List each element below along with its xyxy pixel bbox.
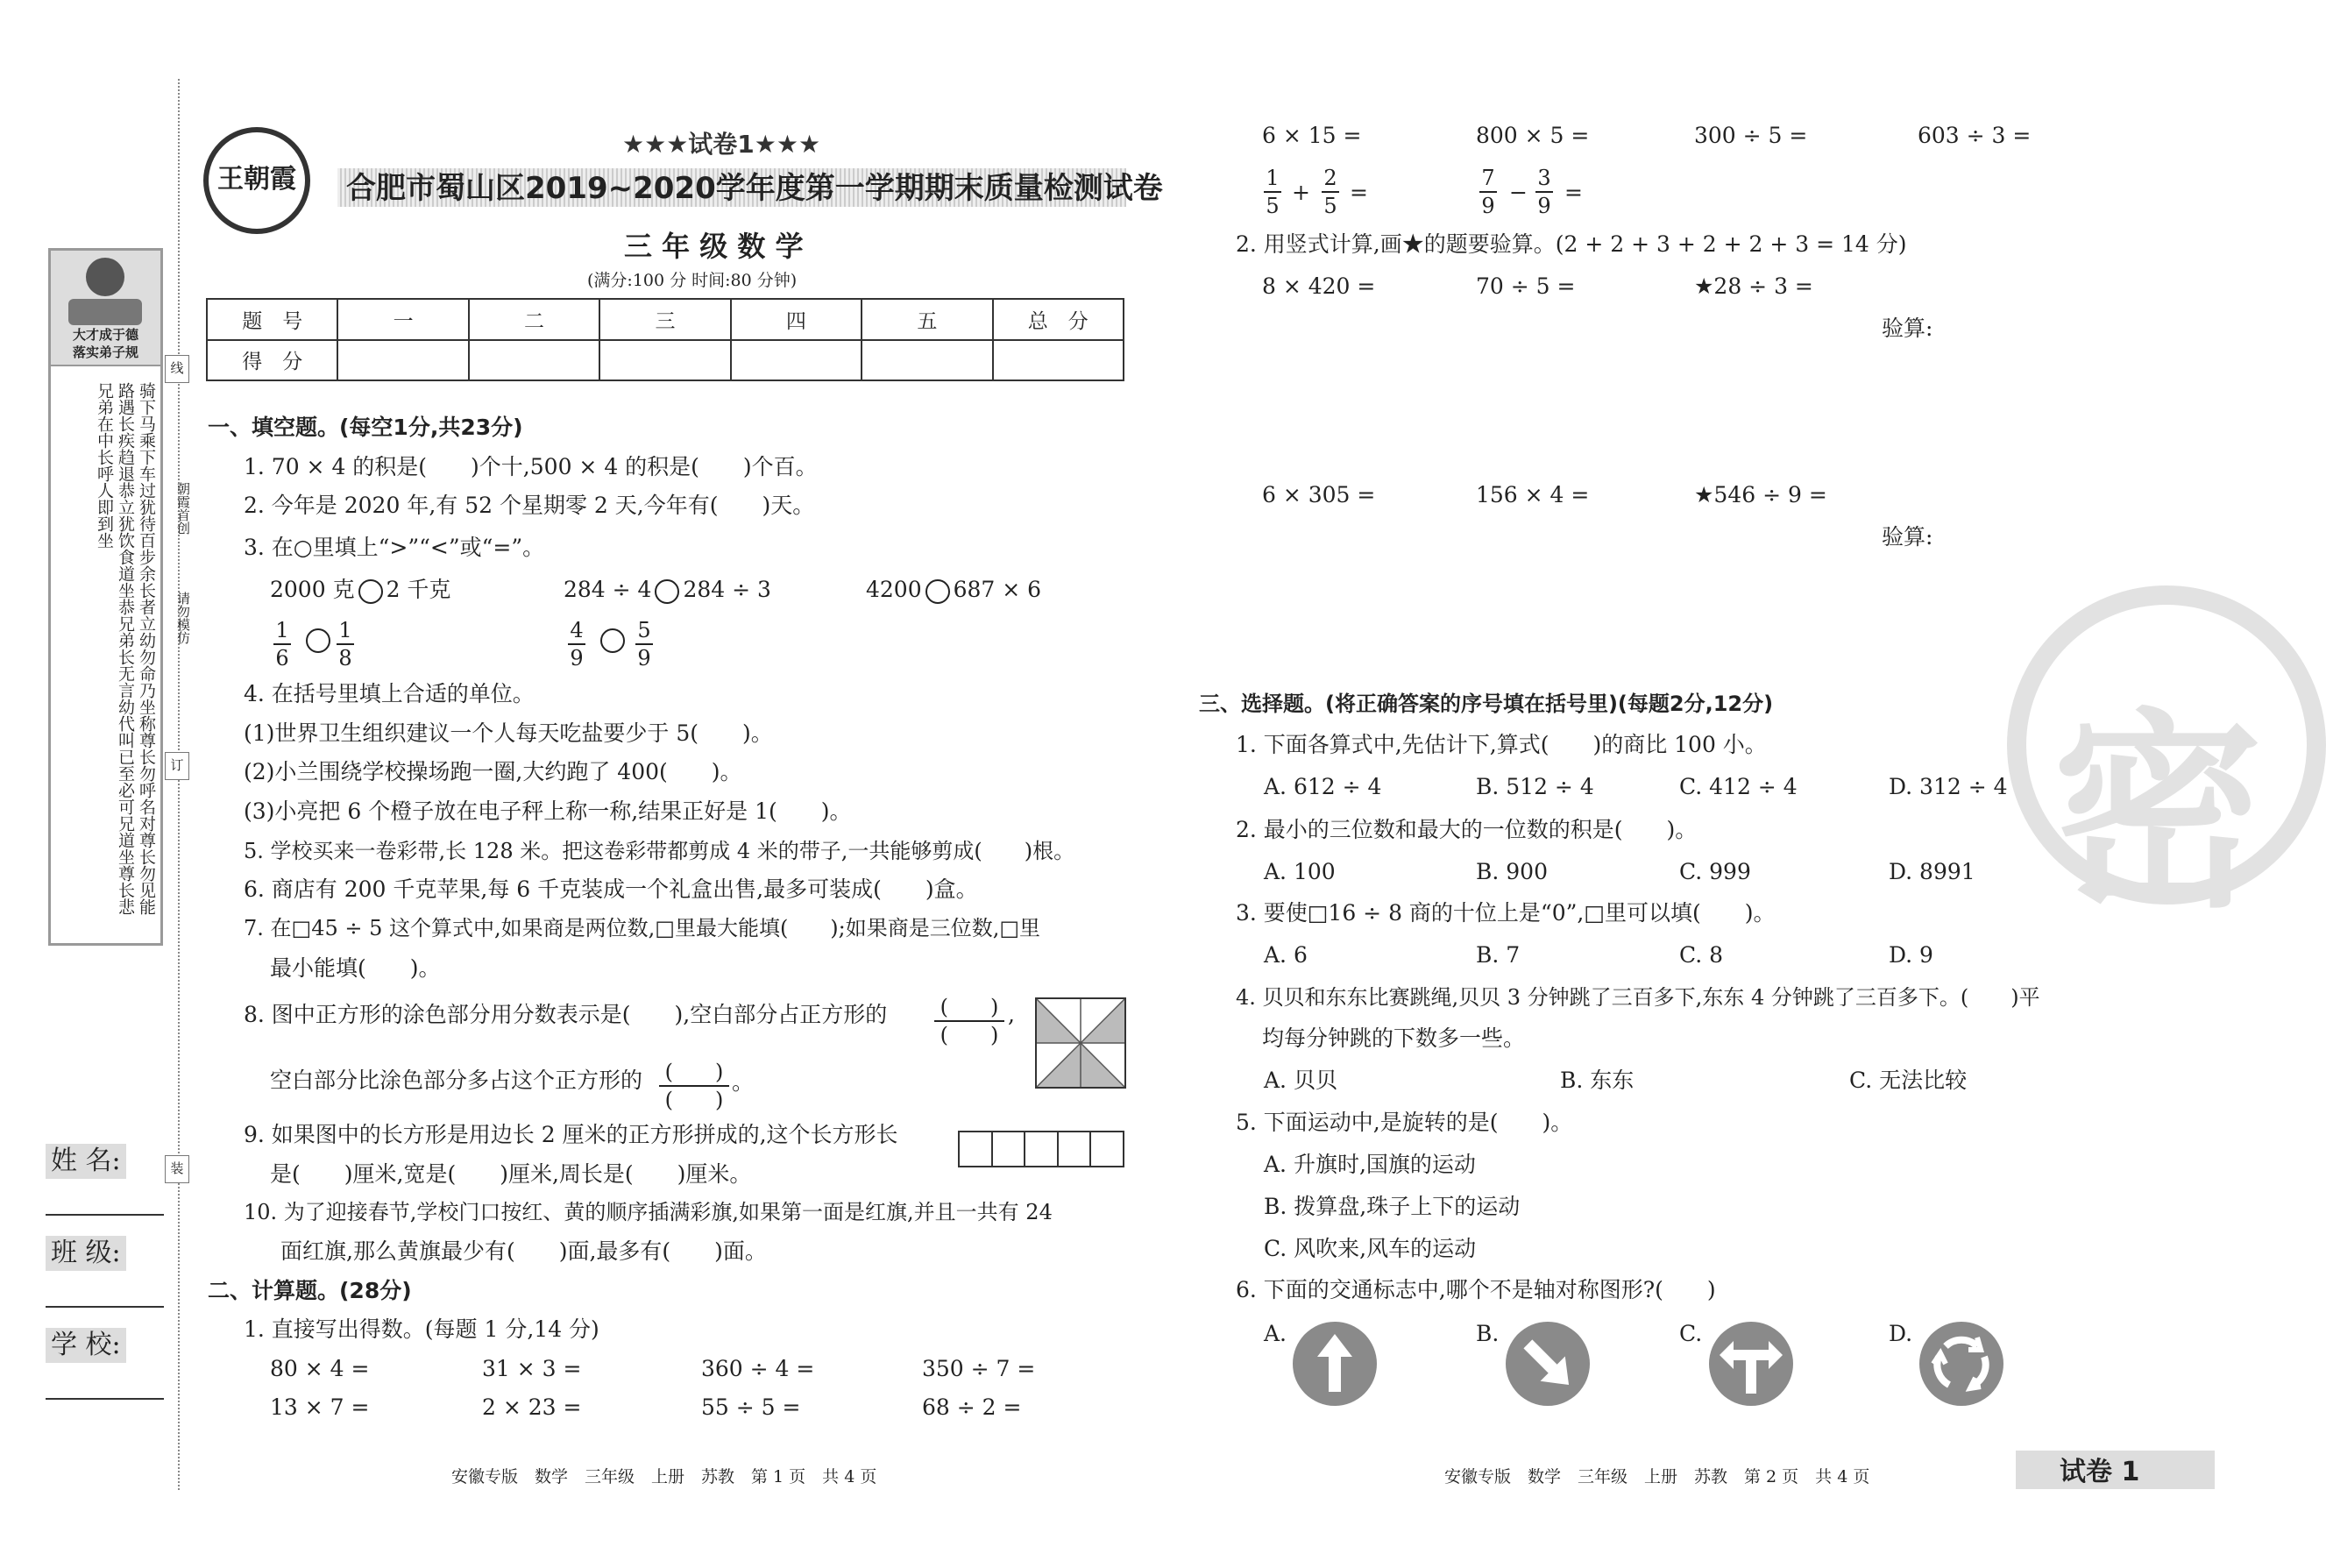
left-footer: 安徽专版 数学 三年级 上册 苏教 第 1 页 共 4 页 (451, 1467, 877, 1486)
brand-logo: 王朝霞 (203, 127, 310, 234)
score-cell[interactable] (337, 340, 468, 381)
q3: 3. 在○里填上“>”“<”或“=”。 (244, 535, 545, 560)
compare-circle[interactable] (358, 579, 383, 604)
compare-circle[interactable] (600, 628, 625, 653)
q8-line2: 空白部分比涂色部分多占这个正方形的 (270, 1068, 643, 1093)
calc-item: 6 × 15 = (1262, 123, 1362, 148)
calc-item: 800 × 5 = (1476, 123, 1590, 148)
q3-item-b: 284 ÷ 4 284 ÷ 3 (564, 577, 771, 602)
mc-option[interactable]: B. (1476, 1321, 1500, 1346)
mc-option[interactable]: A. 612 ÷ 4 (1264, 774, 1382, 799)
fraction: 3 9 (1535, 167, 1553, 217)
calc-item: 31 × 3 = (482, 1356, 582, 1381)
compare-circle[interactable] (306, 628, 330, 653)
score-header: 五 (862, 299, 992, 340)
paper-corner-label: 试卷 1 (2060, 1457, 2140, 1487)
score-header: 一 (337, 299, 468, 340)
fraction: 1 8 (337, 619, 354, 670)
mc-option[interactable]: B. 900 (1476, 859, 1548, 884)
check-label: 验算: (1882, 524, 1933, 550)
mc-option[interactable]: A. (1264, 1321, 1287, 1346)
q2: 2. 今年是 2020 年,有 52 个星期零 2 天,今年有( )天。 (244, 493, 815, 518)
q3-item-a: 2000 克 2 千克 (270, 577, 451, 602)
fraction: 4 9 (568, 619, 585, 670)
side-mark-order: 订 (165, 752, 189, 780)
q8-line1: 8. 图中正方形的涂色部分用分数表示是( ),空白部分占正方形的 (244, 1002, 888, 1027)
side-mark-no-copy: 请勿模仿 (175, 592, 191, 644)
score-cell[interactable] (731, 340, 862, 381)
calc-item: ★546 ÷ 9 = (1694, 482, 1827, 507)
calc-item: 2 × 23 = (482, 1394, 582, 1420)
q4-c: (3)小亮把 6 个橙子放在电子秤上称一称,结果正好是 1( )。 (244, 798, 852, 824)
q7-line1: 7. 在□45 ÷ 5 这个算式中,如果商是两位数,□里最大能填( );如果商是三位数,□里 (244, 916, 1041, 940)
name-label: 姓 名: (46, 1144, 126, 1179)
mc-option[interactable]: D. 8991 (1889, 859, 1975, 884)
calc-item: 300 ÷ 5 = (1694, 123, 1808, 148)
calc-item: 8 × 420 = (1262, 273, 1376, 299)
q4-b: (2)小兰围绕学校操场跑一圈,大约跑了 400( )。 (244, 759, 742, 784)
mc-5: 5. 下面运动中,是旋转的是( )。 (1236, 1110, 1573, 1135)
score-cell[interactable] (599, 340, 730, 381)
paper-tag: ★★★试卷1★★★ (622, 130, 821, 159)
mc-option[interactable]: B. 512 ÷ 4 (1476, 774, 1594, 799)
score-header: 二 (469, 299, 599, 340)
shaded-square-figure (1035, 997, 1126, 1089)
section-3-title: 三、选择题。(将正确答案的序号填在括号里)(每题2分,12分) (1199, 692, 1774, 716)
mc-option[interactable]: C. 无法比较 (1849, 1068, 1968, 1093)
mc-3: 3. 要使□16 ÷ 8 商的十位上是“0”,□里可以填( )。 (1236, 900, 1776, 926)
section-2-title: 二、计算题。(28分) (208, 1278, 412, 1303)
roundabout-sign-icon (1919, 1322, 2003, 1406)
score-cell[interactable] (993, 340, 1124, 381)
mc-option[interactable]: B. 拨算盘,珠子上下的运动 (1264, 1194, 1521, 1219)
q7-line2: 最小能填( )。 (270, 955, 441, 981)
sidebar-text: 骑下马乘下车过犹待百步余长者立幼勿命乃坐称尊长勿呼名对尊长勿见能路遇长疾趋退恭立犹饮食道坐恭兄弟长无言幼代叫已至必可兄道坐尊长悲兄弟在中长呼人即到坐 (95, 382, 156, 915)
score-cell[interactable] (862, 340, 992, 381)
q10-line2: 面红旗,那么黄旗最少有( )面,最多有( )面。 (280, 1238, 767, 1264)
score-table (206, 298, 1124, 381)
name-field[interactable] (46, 1214, 164, 1216)
mc-4-line1: 4. 贝贝和东东比赛跳绳,贝贝 3 分钟跳了三百多下,东东 4 分钟跳了三百多下。( )平 (1236, 985, 2040, 1010)
subject-title: 三 年 级 数 学 (624, 230, 804, 263)
class-label: 班 级: (46, 1236, 126, 1271)
confidential-seal: 密 (2007, 585, 2326, 905)
arrow-up-sign-icon (1293, 1322, 1377, 1406)
calc-item: 360 ÷ 4 = (701, 1356, 815, 1381)
child-reading-icon (86, 258, 124, 296)
score-header: 题 号 (207, 299, 337, 340)
q5: 5. 学校买来一卷彩带,长 128 米。把这卷彩带都剪成 4 米的带子,一共能够剪成( )根。 (244, 839, 1075, 863)
side-mark-line: 线 (165, 355, 189, 383)
mc-option[interactable]: C. 999 (1679, 859, 1751, 884)
sidebar-motto-1: 大才成于德 (72, 327, 138, 343)
score-cell[interactable] (469, 340, 599, 381)
calc-2-title: 2. 用竖式计算,画★的题要验算。(2 + 2 + 3 + 2 + 2 + 3 = 14 分) (1236, 231, 1907, 257)
q4: 4. 在括号里填上合适的单位。 (244, 681, 535, 706)
fraction-blank[interactable]: ( ) ( ) (659, 1061, 729, 1111)
calc-1-title: 1. 直接写出得数。(每题 1 分,14 分) (244, 1316, 599, 1342)
score-row-label: 得 分 (207, 340, 337, 381)
score-header: 三 (599, 299, 730, 340)
side-mark-original: 朝霞首创 (175, 482, 191, 535)
q9-line1: 9. 如果图中的长方形是用边长 2 厘米的正方形拼成的,这个长方形长 (244, 1122, 898, 1147)
fraction: 7 9 (1479, 167, 1497, 217)
exam-title: 合肥市蜀山区2019~2020学年度第一学期期末质量检测试卷 (346, 171, 1163, 206)
q9-line2: 是( )厘米,宽是( )厘米,周长是( )厘米。 (270, 1161, 752, 1187)
mc-option[interactable]: C. 8 (1679, 942, 1724, 968)
mc-option[interactable]: D. (1889, 1321, 1913, 1346)
exam-meta: (满分:100 分 时间:80 分钟) (587, 271, 798, 290)
calc-item: 13 × 7 = (270, 1394, 370, 1420)
mc-6: 6. 下面的交通标志中,哪个不是轴对称图形?( ) (1236, 1277, 1716, 1302)
sidebar-strip (48, 248, 163, 946)
check-label: 验算: (1882, 316, 1933, 341)
mc-option[interactable]: A. 100 (1264, 859, 1336, 884)
calc-item: 70 ÷ 5 = (1476, 273, 1576, 299)
sidebar-illustration (51, 251, 160, 366)
mc-option[interactable]: D. 312 ÷ 4 (1889, 774, 2008, 799)
score-header: 四 (731, 299, 862, 340)
calc-item: 603 ÷ 3 = (1918, 123, 2032, 148)
fraction: 1 6 (273, 619, 291, 670)
binding-line (178, 79, 180, 1490)
calc-item: 156 × 4 = (1476, 482, 1590, 507)
calc-item: 55 ÷ 5 = (701, 1394, 801, 1420)
calc-item: 80 × 4 = (270, 1356, 370, 1381)
school-label: 学 校: (46, 1328, 126, 1363)
mc-option[interactable]: B. 东东 (1560, 1068, 1635, 1093)
mc-2: 2. 最小的三位数和最大的一位数的积是( )。 (1236, 817, 1698, 842)
q1: 1. 70 × 4 的积是( )个十,500 × 4 的积是( )个百。 (244, 454, 818, 479)
mc-1: 1. 下面各算式中,先估计下,算式( )的商比 100 小。 (1236, 732, 1767, 757)
mc-4-line2: 均每分钟跳的下数多一些。 (1262, 1025, 1526, 1051)
q4-a: (1)世界卫生组织建议一个人每天吃盐要少于 5( )。 (244, 720, 773, 746)
compare-circle[interactable] (925, 579, 950, 604)
right-footer: 安徽专版 数学 三年级 上册 苏教 第 2 页 共 4 页 (1444, 1467, 1870, 1486)
calc-item: 350 ÷ 7 = (922, 1356, 1036, 1381)
section-1-title: 一、填空题。(每空1分,共23分) (208, 415, 523, 440)
fraction: 5 9 (635, 619, 653, 670)
sidebar-motto-2: 落实弟子规 (72, 344, 138, 360)
compare-circle[interactable] (655, 579, 679, 604)
calc-item: 68 ÷ 2 = (922, 1394, 1022, 1420)
q3-item-c: 4200 687 × 6 (866, 577, 1042, 602)
mc-option[interactable]: B. 7 (1476, 942, 1521, 968)
side-mark-bind: 装 (165, 1155, 189, 1183)
fraction-blank[interactable]: ( ) ( ) (934, 996, 1004, 1047)
calc-item: 6 × 305 = (1262, 482, 1376, 507)
mc-option[interactable]: A. 贝贝 (1264, 1068, 1337, 1093)
rectangle-figure (958, 1131, 1124, 1167)
q6: 6. 商店有 200 千克苹果,每 6 千克装成一个礼盒出售,最多可装成( )盒。 (244, 876, 978, 902)
mc-option[interactable]: A. 升旗时,国旗的运动 (1264, 1152, 1476, 1177)
mc-option[interactable]: C. 风吹来,风车的运动 (1264, 1236, 1477, 1261)
score-header: 总 分 (993, 299, 1124, 340)
t-junction-sign-icon (1709, 1322, 1793, 1406)
class-field[interactable] (46, 1306, 164, 1308)
mc-option[interactable]: A. 6 (1264, 942, 1308, 968)
q10-line1: 10. 为了迎接春节,学校门口按红、黄的顺序插满彩旗,如果第一面是红旗,并且一共有 24 (244, 1200, 1053, 1224)
fraction: 1 5 (1264, 167, 1281, 217)
mc-option[interactable]: C. 412 ÷ 4 (1679, 774, 1798, 799)
school-field[interactable] (46, 1398, 164, 1400)
mc-option[interactable]: D. 9 (1889, 942, 1933, 968)
arrow-diagonal-sign-icon (1506, 1322, 1590, 1406)
calc-item: ★28 ÷ 3 = (1694, 273, 1813, 299)
fraction: 2 5 (1322, 167, 1339, 217)
mc-option[interactable]: C. (1679, 1321, 1703, 1346)
